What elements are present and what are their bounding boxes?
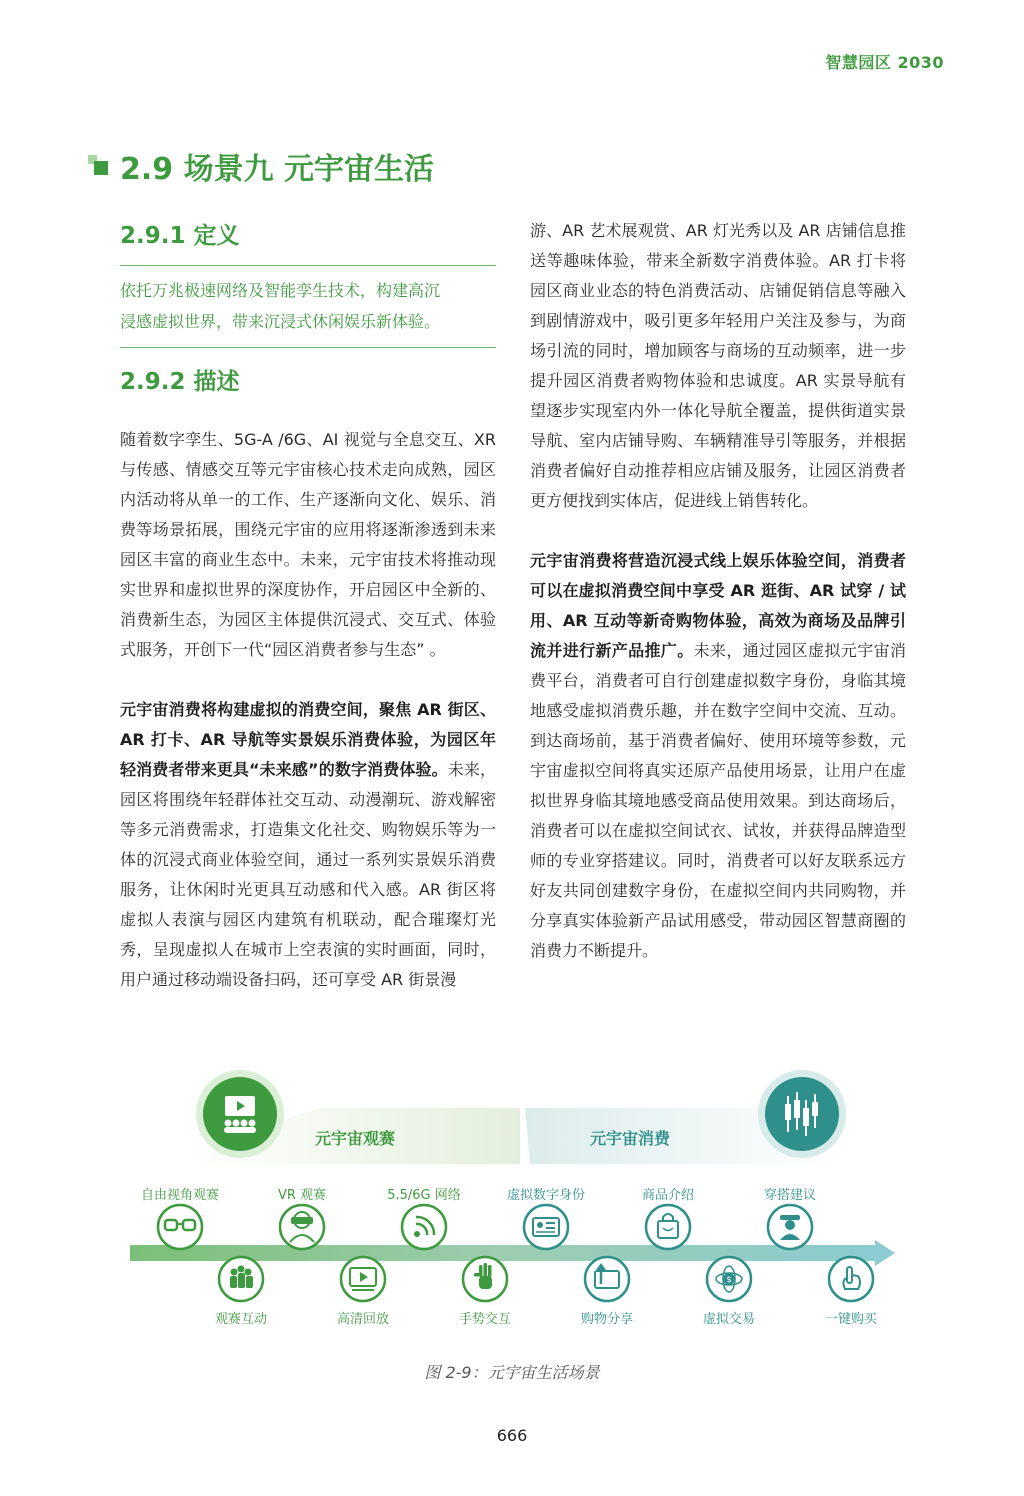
top-label-6: 穿搭建议	[763, 1188, 817, 1203]
page-number: 666	[496, 1426, 528, 1445]
top-label-5: 商品介绍	[641, 1188, 695, 1203]
signal-icon	[402, 1205, 446, 1249]
bottom-label-1: 观赛互动	[214, 1312, 268, 1327]
top-label-3: 5.5/6G 网络	[387, 1188, 461, 1203]
paragraph-2-bold: 元宇宙消费将构建虚拟的消费空间，聚焦 AR 街区、AR 打卡、AR 导航等实景娱乐消费体验，为园区年轻消费者带来更具“未来感”的数字消费体验。	[120, 700, 496, 779]
viewing-screen-icon	[196, 1070, 284, 1158]
left-column	[120, 216, 496, 995]
description-paragraph-3: 游、AR 艺术展观赏、AR 灯光秀以及 AR 店铺信息推送等趣味体验，带来全新数字消费体验。AR 打卡将园区商业业态的特色消费活动、店铺促销信息等融入到剧情游戏中，吸引更多年轻用户关注及参与，为商场引流的同时，增加顾客与商场的互动频率，进一步提升园区消费者购物体验和忠诚度。AR 实景导航有望逐步实现室内外一体化导航全覆盖，提供街道实景导航、室内店铺导购、车辆精准导引等服务，并根据消费者偏好自动推荐相应店铺及服务，让园区消费者更方便找到实体店，促进线上销售转化。	[530, 221, 906, 510]
paragraph-4-rest: 未来，通过园区虚拟元宇宙消费平台，消费者可自行创建虚拟数字身份，身临其境地感受虚拟消费乐趣，并在数字空间中交流、互动。到达商场前，基于消费者偏好、使用环境等参数，元宇宙虚拟空间将真实还原产品使用场景，让用户在虚拟世界身临其境地感受商品使用效果。到达商场后，消费者可以在虚拟空间试衣、试妆，并获得品牌造型师的专业穿搭建议。同时，消费者可以好友联系远方好友共同创建数字身份，在虚拟空间内共同购物，并分享真实体验新产品试用感受，带动园区智慧商圈的消费力不断提升。	[530, 641, 906, 960]
top-label-1: 自由视角观赛	[140, 1188, 220, 1203]
title-marker-icon	[88, 155, 110, 177]
description-heading: 2.9.2 描述	[120, 369, 240, 395]
right-column	[530, 216, 906, 966]
band-label-consumption: 元宇宙消费	[589, 1129, 671, 1148]
audience-interaction-icon	[219, 1257, 263, 1301]
bottom-label-6: 一键购买	[824, 1312, 878, 1327]
bottom-label-3: 手势交互	[458, 1312, 512, 1327]
figure-caption: 图 2-9：元宇宙生活场景	[424, 1363, 600, 1382]
description-paragraph-4	[530, 546, 906, 966]
bottom-label-4: 购物分享	[580, 1312, 634, 1327]
stylist-icon	[768, 1205, 812, 1249]
paragraph-2-rest: 未来，园区将围绕年轻群体社交互动、动漫潮玩、游戏解密等多元消费需求，打造集文化社交、购物娱乐等为一体的沉浸式商业体验空间，通过一系列实景娱乐消费服务，让休闲时光更具互动感和代入感。AR 街区将虚拟人表演与园区内建筑有机联动，配合璀璨灯光秀，呈现虚拟人在城市上空表演的实时画面，同时，用户通过移动端设备扫码，还可享受 AR 街景漫	[120, 760, 496, 989]
top-label-2: VR 观赛	[277, 1188, 327, 1203]
metaverse-life-diagram	[120, 1060, 910, 1350]
candlestick-chart-icon	[758, 1070, 846, 1158]
one-click-buy-icon	[829, 1257, 873, 1301]
section-title	[88, 142, 434, 190]
gesture-hand-icon	[463, 1257, 507, 1301]
timeline-arrow-head	[875, 1240, 895, 1266]
vr-headset-icon	[280, 1205, 324, 1249]
definition-heading: 2.9.1 定义	[120, 223, 240, 249]
bottom-label-2: 高清回放	[336, 1312, 390, 1327]
shopping-bag-icon	[646, 1205, 690, 1249]
bottom-label-5: 虚拟交易	[702, 1312, 756, 1327]
id-card-icon	[524, 1205, 568, 1249]
description-paragraph-2	[120, 695, 496, 995]
section-title-text: 2.9 场景九 元宇宙生活	[120, 152, 435, 187]
virtual-transaction-icon	[707, 1257, 751, 1301]
definition-box	[120, 265, 496, 348]
definition-line-1: 依托万兆极速网络及智能孪生技术，构建高沉	[120, 281, 441, 300]
band-label-viewing: 元宇宙观赛	[314, 1129, 396, 1148]
svg-text:$: $	[726, 1275, 732, 1284]
header-brand: 智慧园区 2030	[825, 53, 944, 72]
paragraph-4-bold: 元宇宙消费将营造沉浸式线上娱乐体验空间，消费者可以在虚拟消费空间中享受 AR 逛街、AR 试穿 / 试用、AR 互动等新奇购物体验，高效为商场及品牌引流并进行新产品推广。	[530, 551, 906, 660]
description-paragraph-1: 随着数字孪生、5G-A /6G、AI 视觉与全息交互、XR 与传感、情感交互等元宇宙核心技术走向成熟，园区内活动将从单一的工作、生产逐渐向文化、娱乐、消费等场景拓展，围绕元宇宙的应用将逐渐渗透到未来园区丰富的商业生态中。未来，元宇宙技术将推动现实世界和虚拟世界的深度协作，开启园区中全新的、消费新生态，为园区主体提供沉浸式、交互式、体验式服务，开创下一代“园区消费者参与生态” 。	[120, 430, 496, 659]
definition-line-2: 浸感虚拟世界，带来沉浸式休闲娱乐新体验。	[120, 312, 441, 331]
top-label-4: 虚拟数字身份	[506, 1188, 586, 1203]
glasses-icon	[158, 1205, 202, 1249]
share-icon	[585, 1257, 629, 1301]
hd-replay-icon	[341, 1257, 385, 1301]
